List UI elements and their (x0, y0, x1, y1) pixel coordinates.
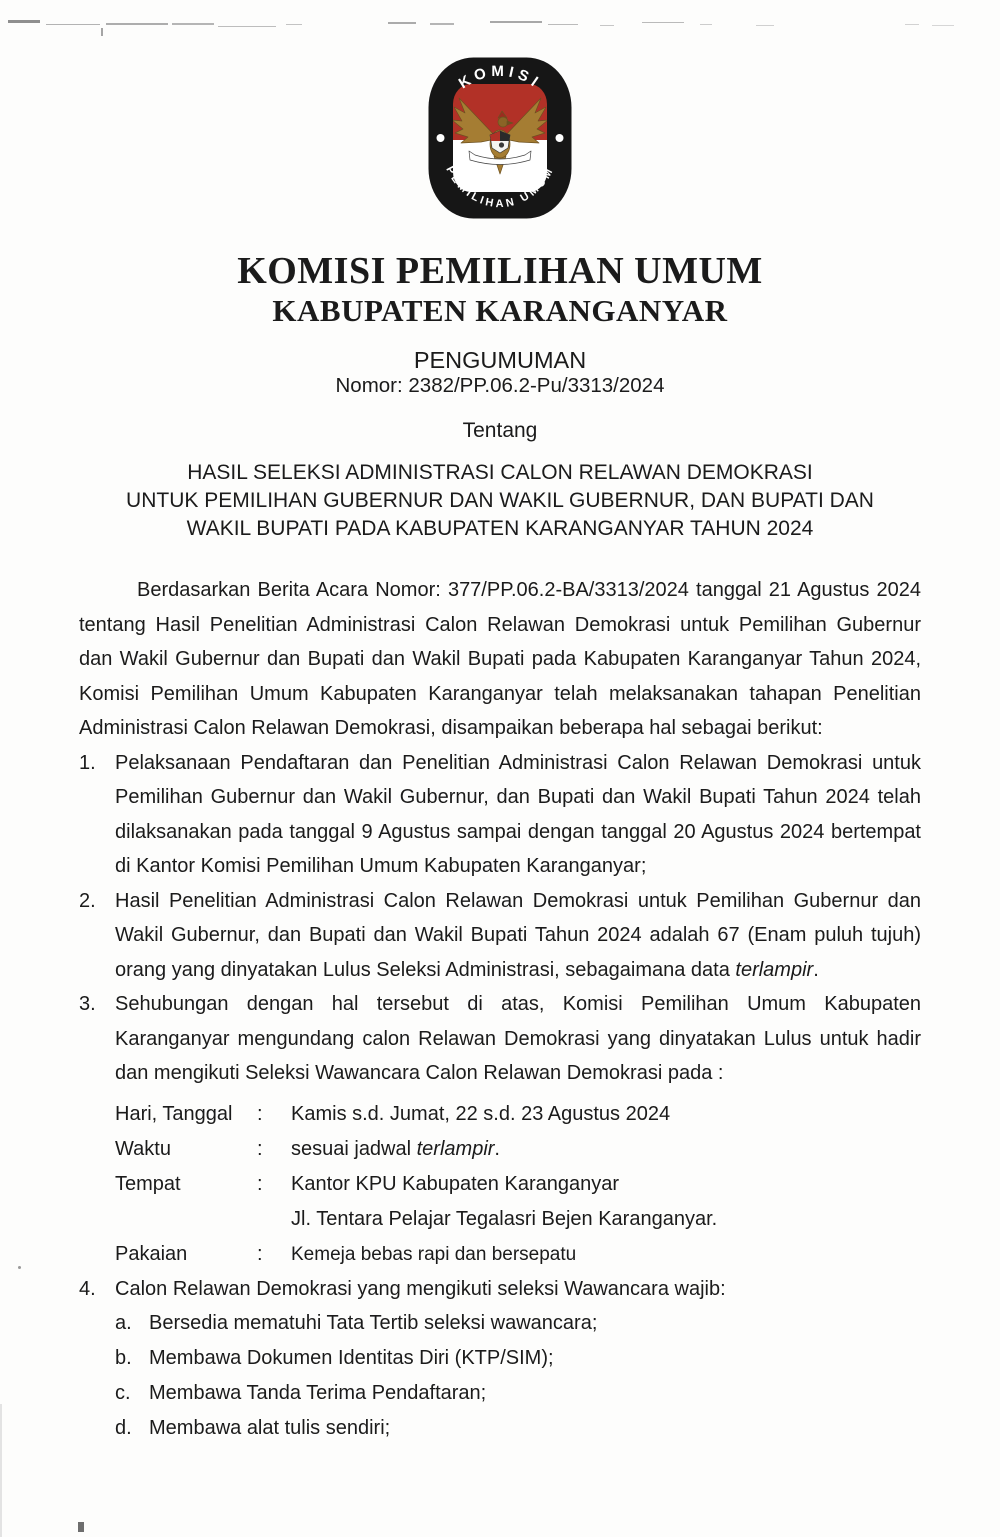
scan-artifact (172, 23, 214, 25)
scan-artifact (700, 24, 712, 25)
subject-line-1: HASIL SELEKSI ADMINISTRASI CALON RELAWAN DEMOKRASI (187, 461, 813, 484)
schedule-value (291, 1132, 921, 1167)
requirement-text: Bersedia mematuhi Tata Tertib seleksi wawancara; (149, 1312, 598, 1334)
schedule-row-day (115, 1097, 921, 1132)
scan-artifact (932, 25, 954, 26)
place-line-1: Kantor KPU Kabupaten Karanganyar (291, 1172, 619, 1195)
scan-artifact (905, 24, 919, 25)
about-label: Tentang (462, 419, 538, 442)
schedule-colon: : (257, 1172, 263, 1195)
time-italic-word: terlampir (416, 1137, 495, 1160)
subject-heading (90, 459, 910, 543)
opening-paragraph: Berdasarkan Berita Acara Nomor: 377/PP.06.2-BA/3313/2024 tanggal 21 Agustus 2024 tentang Hasil Penelitian Administrasi Calon Relawan Demokrasi untuk Pemilihan Gubernur dan Wakil Gubernur dan Bupati dan Wakil Bupati pada Kabupaten Karanganyar Tahun 2024, Komisi Pemilihan Umum Kabupaten Karanganyar telah melaksanakan tahapan Penelitian Administrasi Calon Relawan Demokrasi, disampaikan beberapa hal sebagai berikut: (79, 579, 921, 739)
requirement-letter: c. (115, 1382, 131, 1404)
schedule-colon: : (257, 1137, 263, 1160)
schedule-row-place (115, 1167, 921, 1237)
requirement-item-b (115, 1341, 921, 1376)
time-text-end: . (494, 1137, 500, 1160)
schedule-value: Kamis s.d. Jumat, 22 s.d. 23 Agustus 2024 (291, 1102, 671, 1125)
org-name: KOMISI PEMILIHAN UMUM (237, 250, 763, 292)
scan-artifact (600, 25, 614, 26)
doc-number: Nomor: 2382/PP.06.2-Pu/3313/2024 (335, 374, 665, 397)
scan-artifact (286, 24, 302, 25)
item2-text: Hasil Penelitian Administrasi Calon Relawan Demokrasi untuk Pemilihan Gubernur dan Wakil Gubernur, dan Bupati dan Wakil Bupati Tahun 2024 adalah 67 (Enam puluh tujuh) orang yang dinyatakan Lulus Seleksi Administrasi, sebagaimana data (115, 889, 921, 981)
scan-artifact (78, 1522, 84, 1532)
list-item-4 (79, 1272, 921, 1307)
logo-right-dot (556, 134, 564, 142)
scan-artifact (218, 26, 276, 27)
schedule-label: Pakaian (115, 1242, 188, 1265)
scan-artifact (388, 22, 416, 24)
schedule-label: Hari, Tanggal (115, 1102, 233, 1125)
list-item-text: Pelaksanaan Pendaftaran dan Penelitian Administrasi Calon Relawan Demokrasi untuk Pemilihan Gubernur dan Wakil Gubernur, dan Bupati dan Wakil Bupati Tahun 2024 telah dilaksanakan pada tanggal 9 Agustus sampai dengan tanggal 20 Agustus 2024 bertempat di Kantor Komisi Pemilihan Umum Kabupaten Karanganyar; (115, 751, 921, 877)
schedule-row-dresscode (115, 1237, 921, 1272)
schedule-label: Waktu (115, 1137, 171, 1160)
schedule-block (115, 1097, 921, 1272)
schedule-label: Tempat (115, 1172, 181, 1195)
schedule-row-time (115, 1132, 921, 1167)
scan-artifact (106, 23, 168, 25)
document-body (79, 573, 921, 1446)
logo-top-text: KOMISI (455, 62, 545, 93)
place-line-2: Jl. Tentara Pelajar Tegalasri Bejen Karanganyar. (291, 1207, 718, 1230)
requirement-letter: a. (115, 1312, 132, 1334)
requirement-item-a (115, 1306, 921, 1341)
requirement-item-c (115, 1376, 921, 1411)
logo-bottom-text: PEMILIHAN UMUM (443, 164, 557, 211)
item2-text-end: . (813, 958, 819, 981)
scan-artifact (0, 1404, 2, 1537)
scan-artifact (642, 22, 684, 23)
doc-type-title: PENGUMUMAN (413, 347, 587, 373)
scan-artifact (8, 20, 40, 23)
list-item-number: 3. (79, 993, 96, 1015)
requirement-text: Membawa Tanda Terima Pendaftaran; (149, 1382, 487, 1404)
list-item-text (115, 884, 921, 988)
schedule-colon: : (257, 1102, 263, 1125)
kpu-emblem-icon (427, 56, 573, 220)
time-text: sesuai jadwal (291, 1137, 417, 1160)
list-item-number: 1. (79, 751, 96, 774)
org-region: KABUPATEN KARANGANYAR (272, 293, 728, 328)
subject-line-3: WAKIL BUPATI PADA KABUPATEN KARANGANYAR TAHUN 2024 (186, 517, 814, 540)
kpu-logo (427, 0, 573, 225)
logo-left-dot (437, 134, 445, 142)
schedule-colon: : (257, 1242, 263, 1265)
scan-artifact (101, 28, 103, 36)
requirement-letter: d. (115, 1417, 132, 1439)
requirement-text: Membawa alat tulis sendiri; (149, 1417, 391, 1439)
requirement-letter: b. (115, 1347, 132, 1369)
requirement-text: Membawa Dokumen Identitas Diri (KTP/SIM); (149, 1347, 554, 1369)
list-item-number: 4. (79, 1277, 96, 1300)
scan-artifact (46, 24, 100, 25)
list-item-1 (79, 746, 921, 884)
requirement-item-d (115, 1411, 921, 1446)
schedule-value: Kemeja bebas rapi dan bersepatu (291, 1243, 577, 1265)
list-item-2 (79, 884, 921, 988)
subject-line-2: UNTUK PEMILIHAN GUBERNUR DAN WAKIL GUBERNUR, DAN BUPATI DAN (126, 489, 874, 512)
requirements-list (115, 1306, 921, 1446)
list-item-number: 2. (79, 889, 96, 912)
scan-artifact (756, 25, 774, 26)
schedule-value (291, 1167, 921, 1237)
scan-artifact (18, 1266, 21, 1269)
item2-italic-word: terlampir (735, 958, 814, 981)
list-item-text: Sehubungan dengan hal tersebut di atas, Komisi Pemilihan Umum Kabupaten Karanganyar mengundang calon Relawan Demokrasi yang dinyatakan Lulus untuk hadir dan mengikuti Seleksi Wawancara Calon Relawan Demokrasi pada : (115, 993, 921, 1084)
list-item-text: Calon Relawan Demokrasi yang mengikuti seleksi Wawancara wajib: (115, 1277, 726, 1300)
list-item-3 (79, 987, 921, 1091)
